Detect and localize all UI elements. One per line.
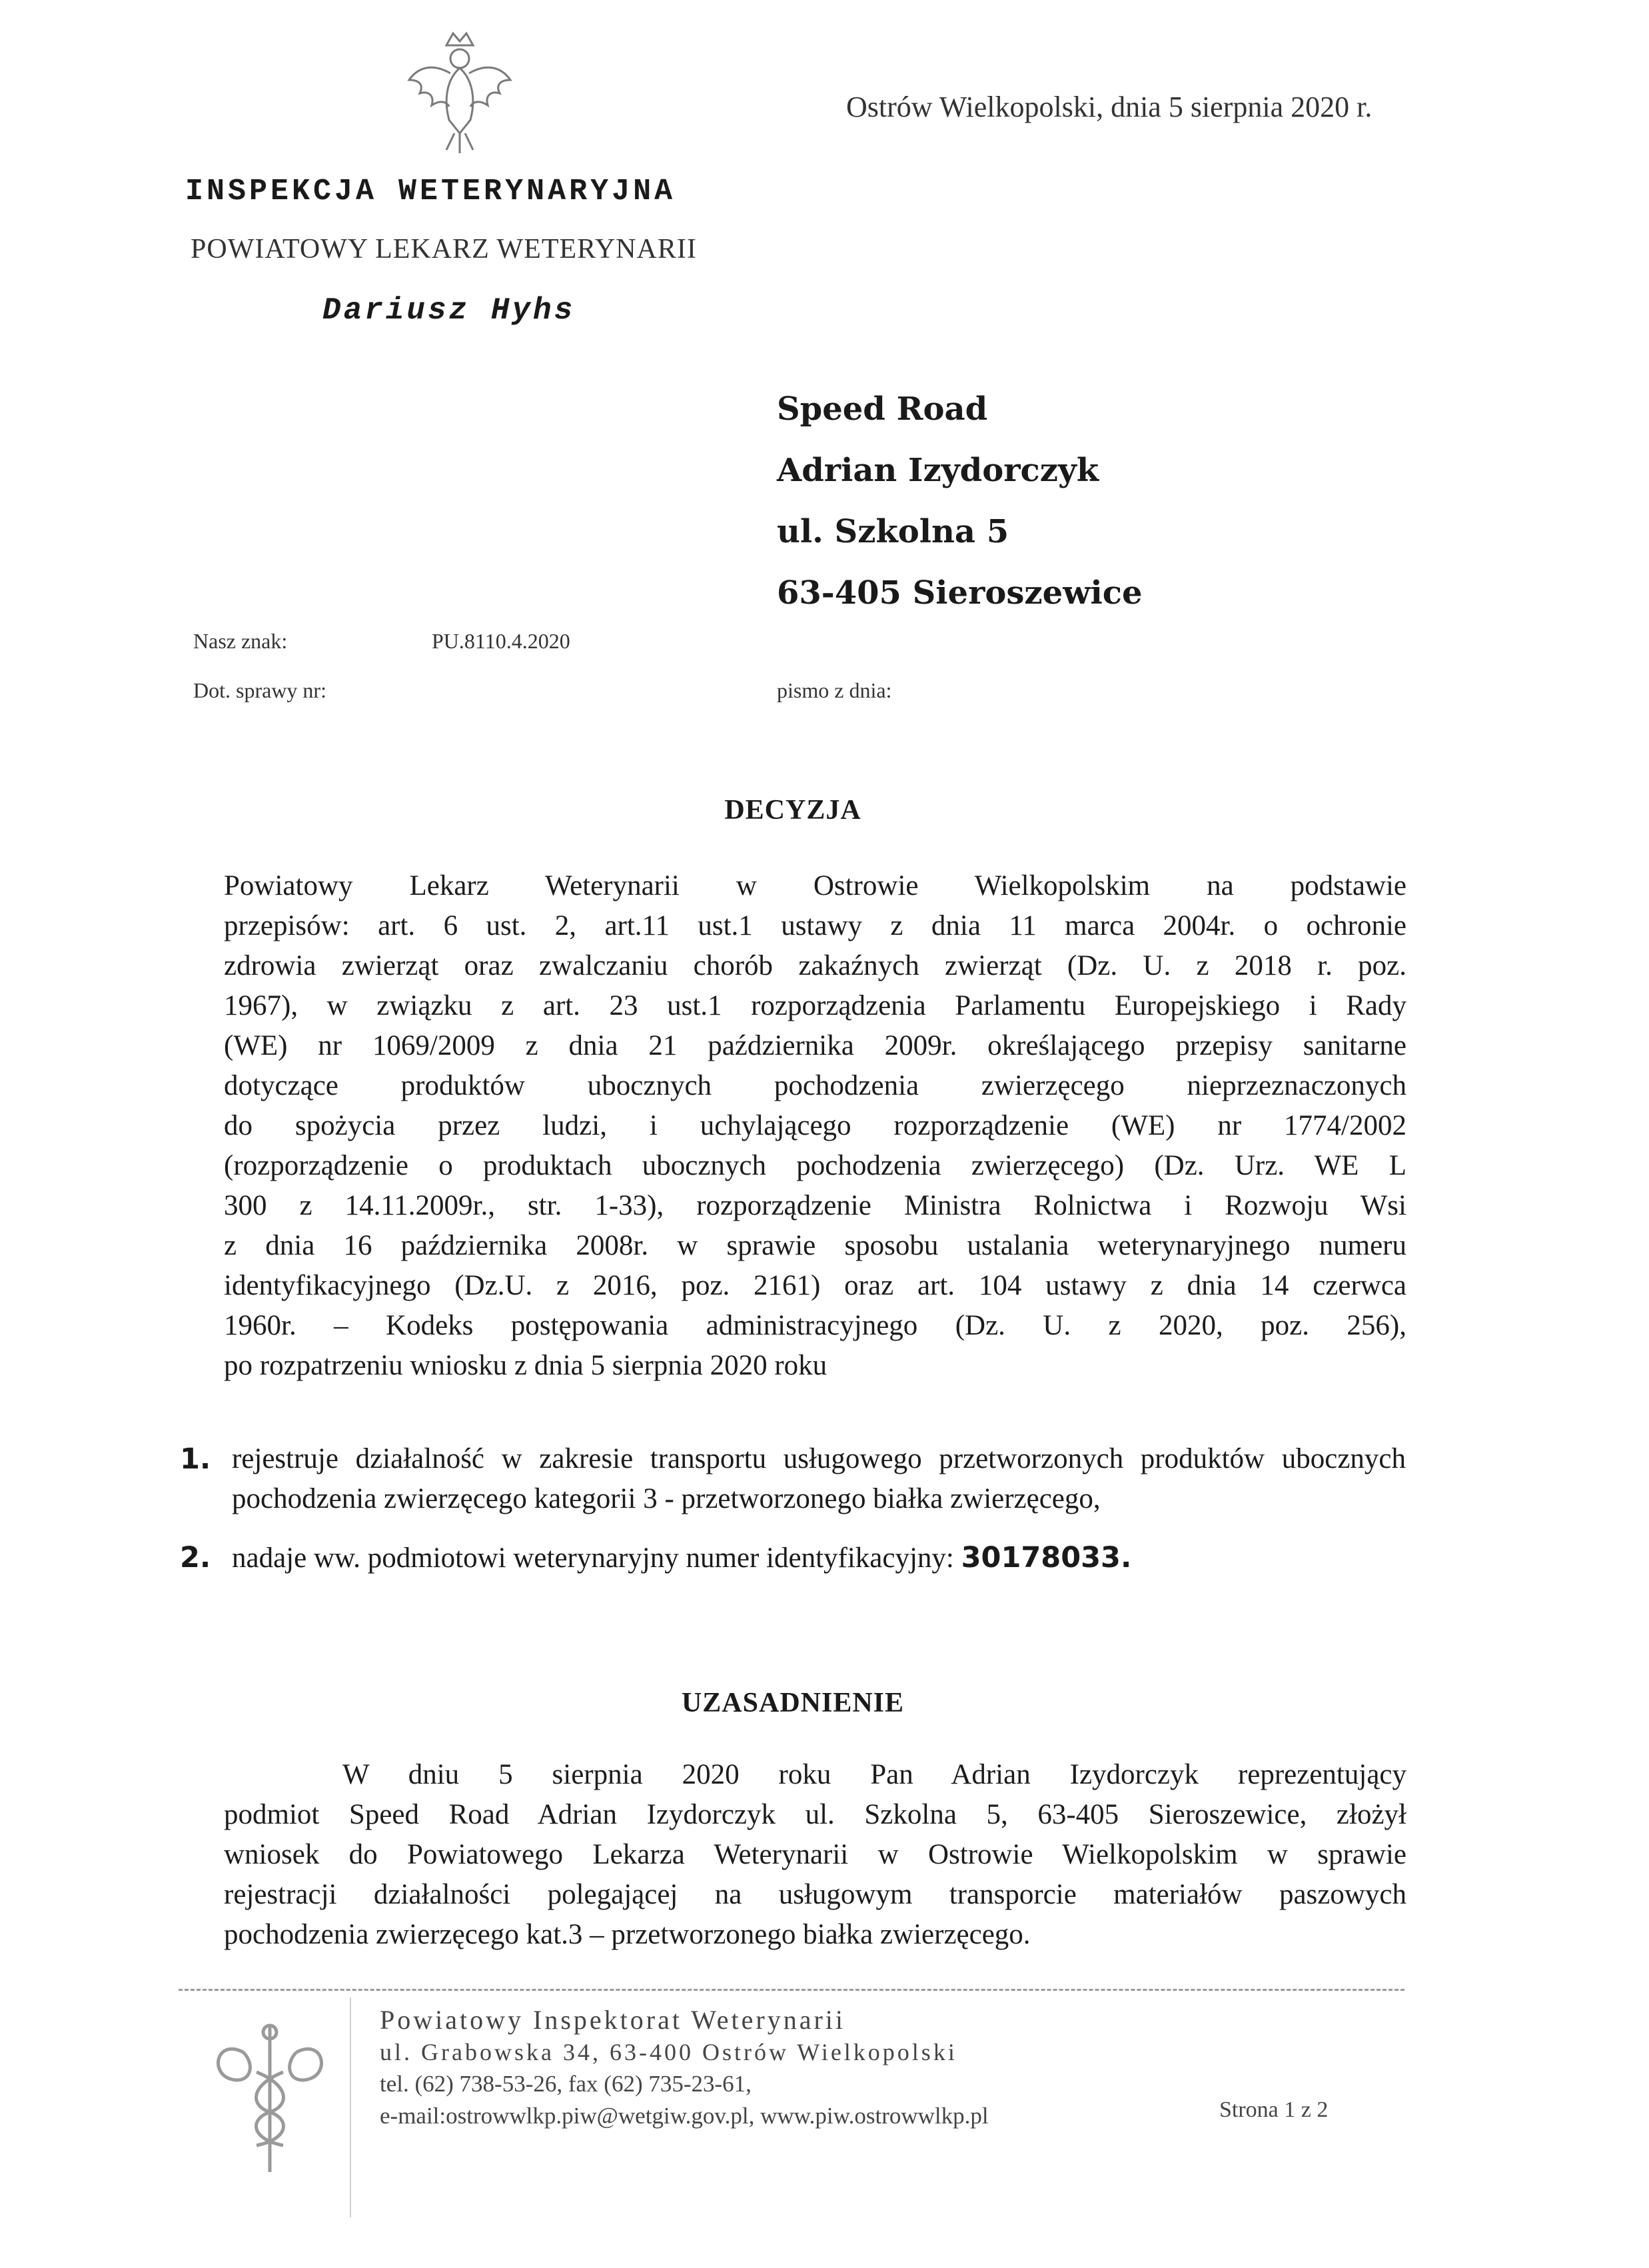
justification-heading: UZASADNIENIE xyxy=(681,1688,905,1718)
footer-contact-block xyxy=(380,2004,989,2132)
case-number-label: Dot. sprawy nr: xyxy=(193,678,326,702)
recipient-person: Adrian Izydorczyk xyxy=(777,452,1099,489)
decision-items xyxy=(180,1439,1406,1597)
justification-text xyxy=(224,1755,1406,1955)
footer-divider xyxy=(179,1989,1404,1991)
footer-institution: Powiatowy Inspektorat Weterynarii xyxy=(380,2005,846,2035)
item-number: 2. xyxy=(180,1541,211,1574)
decision-item-1 xyxy=(180,1439,1406,1519)
decision-line: do spożycia przez ludzi, i uchylającego rozporządzenie (WE) nr 1774/2002 xyxy=(224,1110,1406,1141)
veterinary-id-number: 30178033. xyxy=(961,1541,1132,1574)
decision-line: po rozpatrzeniu wniosku z dnia 5 sierpnia 2020 roku xyxy=(224,1350,827,1381)
decision-heading: DECYZJA xyxy=(724,795,861,826)
polish-eagle-emblem-icon xyxy=(400,27,520,160)
decision-line: 1960r. – Kodeks postępowania administracyjnego (Dz. U. z 2020, poz. 256), xyxy=(224,1310,1406,1341)
page-number: Strona 1 z 2 xyxy=(1219,2097,1329,2122)
justification-line: wniosek do Powiatowego Lekarza Weterynarii w Ostrowie Wielkopolskim w sprawie xyxy=(224,1839,1406,1870)
decision-line: zdrowia zwierząt oraz zwalczaniu chorób zakaźnych zwierząt (Dz. U. z 2018 r. poz. xyxy=(224,950,1406,981)
decision-line: identyfikacyjnego (Dz.U. z 2016, poz. 2161) oraz art. 104 ustawy z dnia 14 czerwca xyxy=(224,1270,1406,1301)
our-sign-value: PU.8110.4.2020 xyxy=(432,629,570,653)
recipient-company: Speed Road xyxy=(777,390,988,428)
justification-line: pochodzenia zwierzęcego kat.3 – przetworzonego białka zwierzęcego. xyxy=(224,1919,1031,1950)
decision-line: (rozporządzenie o produktach ubocznych pochodzenia zwierzęcego) (Dz. Urz. WE L xyxy=(224,1150,1406,1181)
decision-line: dotyczące produktów ubocznych pochodzenia zwierzęcego nieprzeznaczonych xyxy=(224,1070,1406,1101)
footer-phone: tel. (62) 738-53-26, fax (62) 735-23-61, xyxy=(380,2071,752,2097)
decision-item-2 xyxy=(180,1538,1406,1578)
document-date: Ostrów Wielkopolski, dnia 5 sierpnia 2020 r. xyxy=(846,91,1373,123)
our-sign-label: Nasz znak: xyxy=(193,629,288,653)
item-text: nadaje ww. podmiotowi weterynaryjny numer identyfikacyjny: xyxy=(232,1542,954,1574)
justification-line: podmiot Speed Road Adrian Izydorczyk ul. Szkolna 5, 63-405 Sieroszewice, złożył xyxy=(224,1799,1406,1830)
official-name: Dariusz Hyhs xyxy=(322,293,576,328)
item-number: 1. xyxy=(180,1442,211,1476)
footer-address: ul. Grabowska 34, 63-400 Ostrów Wielkopolski xyxy=(380,2039,957,2065)
recipient-city: 63-405 Sieroszewice xyxy=(777,574,1143,612)
letter-date-label: pismo z dnia: xyxy=(777,678,892,702)
decision-line: 300 z 14.11.2009r., str. 1-33), rozporządzenie Ministra Rolnictwa i Rozwoju Wsi xyxy=(224,1190,1406,1221)
recipient-address xyxy=(777,378,1143,624)
decision-line: przepisów: art. 6 ust. 2, art.11 ust.1 ustawy z dnia 11 marca 2004r. o ochronie xyxy=(224,910,1406,941)
justification-line: W dniu 5 sierpnia 2020 roku Pan Adrian Izydorczyk reprezentujący xyxy=(342,1759,1406,1790)
decision-legal-basis xyxy=(224,866,1406,1386)
decision-line: (WE) nr 1069/2009 z dnia 21 października 2009r. określającego przepisy sanitarne xyxy=(224,1030,1406,1061)
caduceus-logo-icon xyxy=(203,2012,336,2185)
item-text: rejestruje działalność w zakresie transportu usługowego przetworzonych produktów ubocznych pochodzenia zwierzęcego kategorii 3 - przetworzonego białka zwierzęcego, xyxy=(232,1443,1406,1514)
footer-email-web: e-mail:ostrowwlkp.piw@wetgiw.gov.pl, www.piw.ostrowwlkp.pl xyxy=(380,2103,989,2129)
decision-line: Powiatowy Lekarz Weterynarii w Ostrowie Wielkopolskim na podstawie xyxy=(224,870,1406,901)
recipient-street: ul. Szkolna 5 xyxy=(777,513,1009,550)
agency-name: INSPEKCJA WETERYNARYJNA xyxy=(185,175,676,209)
footer-vertical-divider xyxy=(350,1997,351,2217)
decision-line: 1967), w związku z art. 23 ust.1 rozporządzenia Parlamentu Europejskiego i Rady xyxy=(224,990,1406,1021)
justification-line: rejestracji działalności polegającej na usługowym transporcie materiałów paszowych xyxy=(224,1879,1406,1910)
decision-line: z dnia 16 października 2008r. w sprawie sposobu ustalania weterynaryjnego numeru xyxy=(224,1230,1406,1261)
official-role: POWIATOWY LEKARZ WETERYNARII xyxy=(191,234,697,265)
